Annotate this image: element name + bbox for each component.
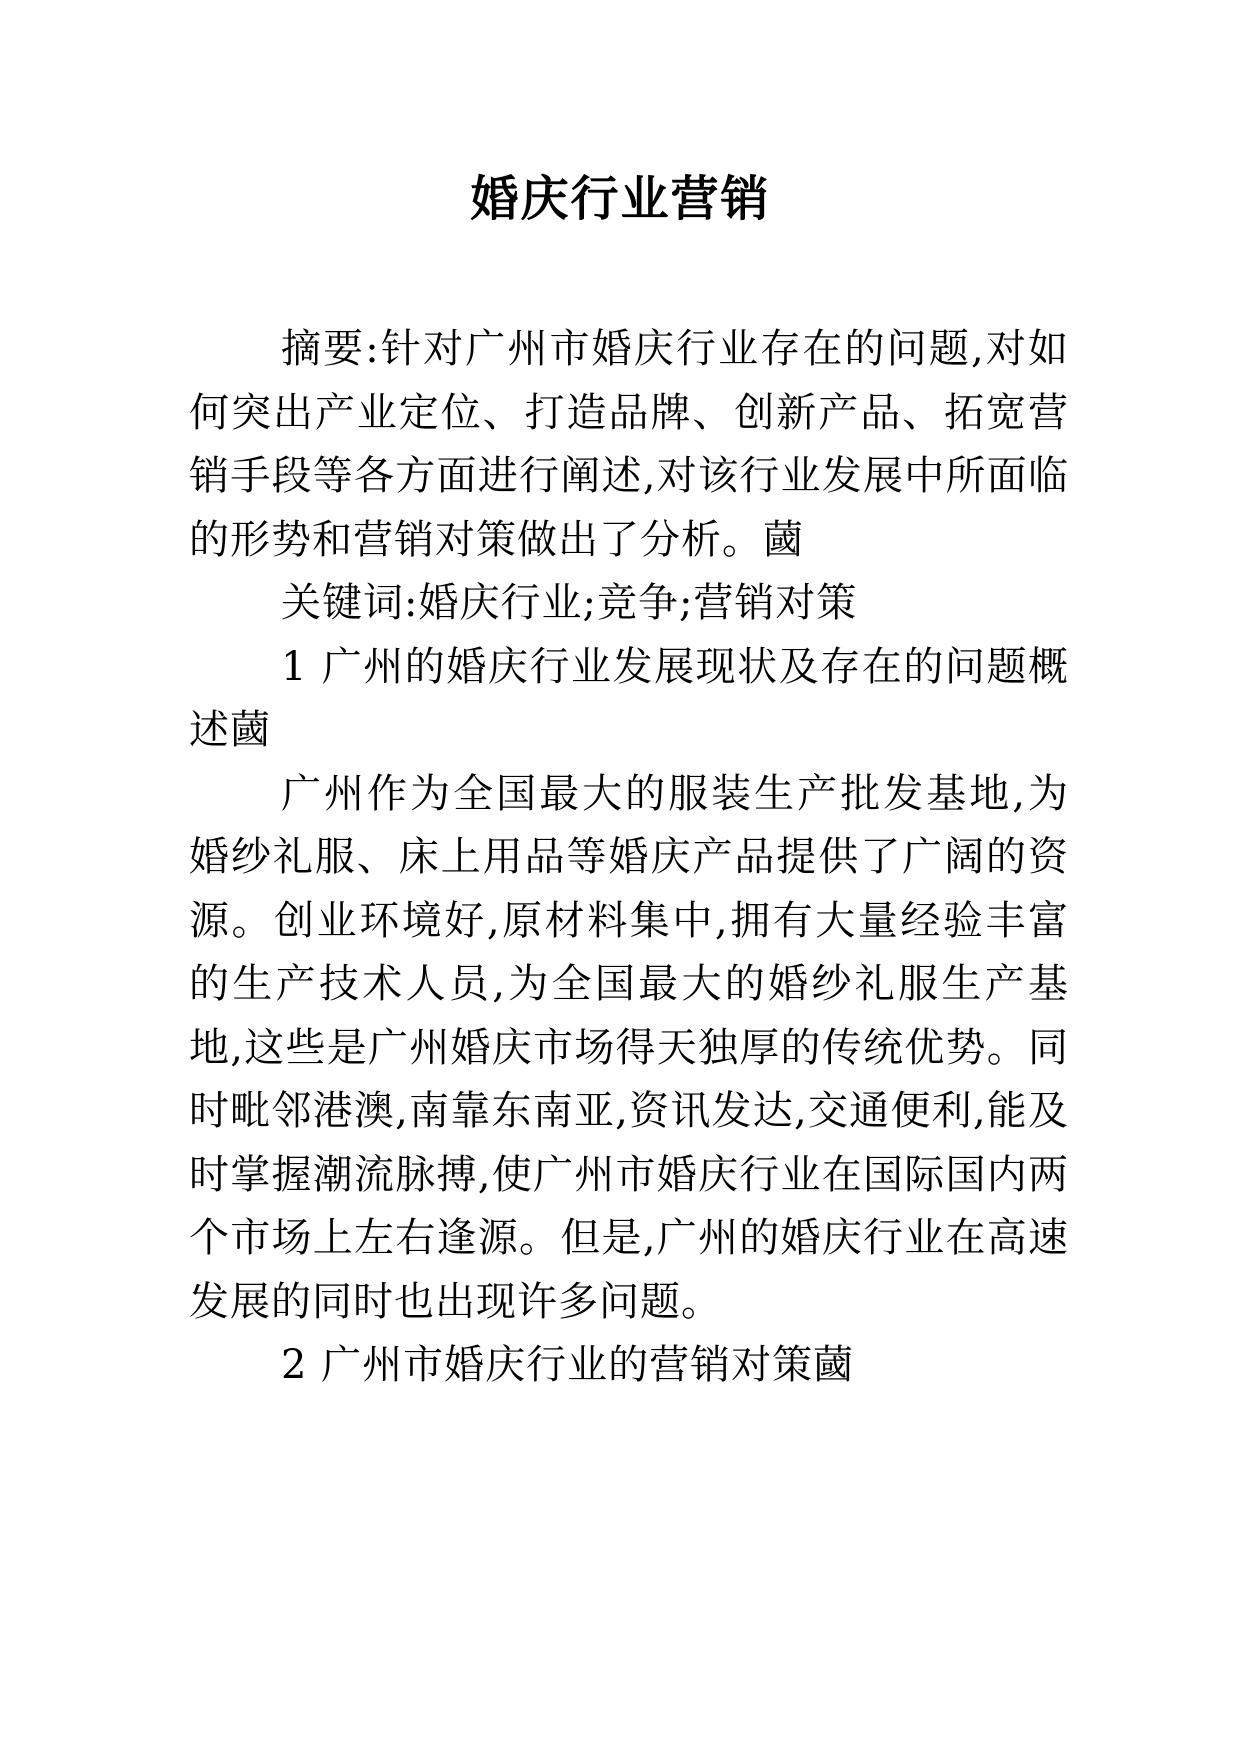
document-title: 婚庆行业营销 (470, 171, 771, 227)
section-heading-1: 1 广州的婚庆行业发展现状及存在的问题概述蔮 (189, 643, 1069, 753)
keywords-paragraph: 关键词:婚庆行业;竞争;营销对策 (281, 580, 858, 626)
body-paragraph: 广州作为全国最大的服装生产批发基地,为婚纱礼服、床上用品等婚庆产品提供了广阔的资源。创业环境好,原材料集中,拥有大量经验丰富的生产技术人员,为全国最大的婚纱礼服生产基地,这些是广州婚庆市场得天独厚的传统优势。同时毗邻港澳,南靠东南亚,资讯发达,交通便利,能及时掌握潮流脉搏,使广州市婚庆行业在国际国内两个市场上左右逢源。但是,广州的婚庆行业在高速发展的同时也出现许多问题。 (189, 770, 1069, 1325)
abstract-paragraph: 摘要:针对广州市婚庆行业存在的问题,对如何突出产业定位、打造品牌、创新产品、拓宽营销手段等各方面进行阐述,对该行业发展中所面临的形势和营销对策做出了分析。蔮 (189, 326, 1069, 563)
document-body (189, 318, 1069, 1398)
section-heading-2: 2 广州市婚庆行业的营销对策蔮 (281, 1342, 855, 1388)
